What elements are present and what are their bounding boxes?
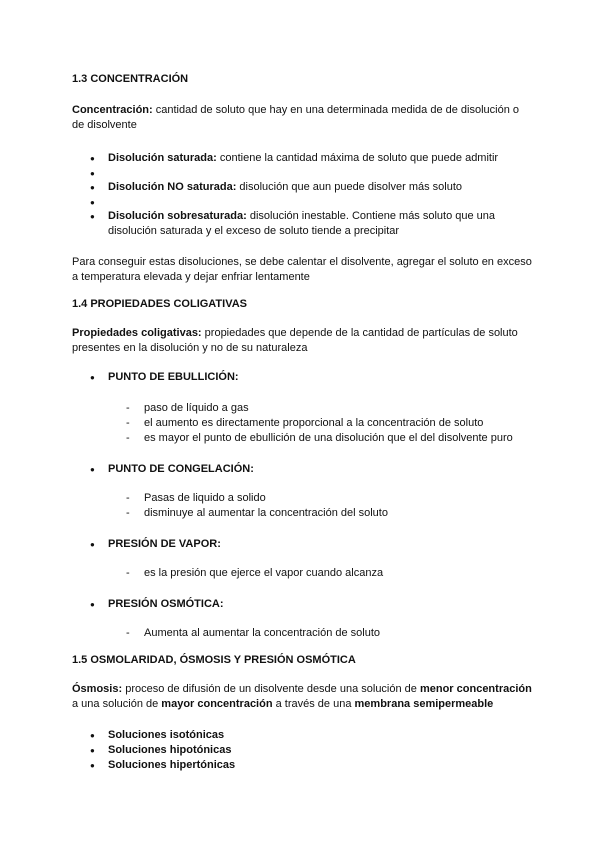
list-item: - Pasas de liquido a solido	[72, 491, 532, 506]
dash-list	[72, 626, 532, 641]
list-item: - Aumenta al aumentar la concentración de soluto	[72, 626, 532, 641]
dash-list	[72, 566, 532, 581]
list-item: ● Disolución sobresaturada: disolución inestable. Contiene más soluto que una disolución saturada y el exceso de soluto tiende a precipitar	[72, 209, 532, 239]
list-item: - es la presión que ejerce el vapor cuando alcanza	[72, 566, 532, 581]
property-heading: ● PUNTO DE EBULLICIÓN:	[72, 370, 532, 385]
section-title-concentracion: 1.3 CONCENTRACIÓN	[72, 73, 189, 85]
property-heading: ● PRESIÓN DE VAPOR:	[72, 537, 532, 552]
dash-list	[72, 491, 532, 521]
definition-osmosis: Ósmosis: proceso de difusión de un disolvente desde una solución de menor concentración a una solución de mayor concentración a través de una membrana semipermeable	[72, 683, 532, 710]
section-title-osmolaridad: 1.5 OSMOLARIDAD, ÓSMOSIS Y PRESIÓN OSMÓTICA	[72, 654, 356, 666]
section-title-propiedades-coligativas: 1.4 PROPIEDADES COLIGATIVAS	[72, 298, 248, 310]
dash-list	[72, 401, 532, 446]
list-item: - paso de líquido a gas	[72, 401, 532, 416]
list-item: - disminuye al aumentar la concentración del soluto	[72, 506, 532, 521]
definition-propiedades-coligativas: Propiedades coligativas: propiedades que depende de la cantidad de partículas de soluto presentes en la disolución y no de su naturaleza	[72, 327, 518, 354]
bullet-list-soluciones	[72, 728, 532, 773]
property-heading: ● PRESIÓN OSMÓTICA:	[72, 597, 532, 612]
list-item: - el aumento es directamente proporcional a la concentración de soluto	[72, 416, 532, 431]
definition-concentracion: Concentración: cantidad de soluto que hay en una determinada medida de de disolución o de disolvente	[72, 104, 520, 131]
bullet-list-disoluciones	[72, 151, 532, 239]
list-item: ● Disolución NO saturada: disolución que aun puede disolver más soluto	[72, 180, 532, 195]
list-item: ● Soluciones hipertónicas	[72, 758, 532, 773]
list-item: - es mayor el punto de ebullición de una disolución que el del disolvente puro	[72, 431, 532, 446]
property-heading: ● PUNTO DE CONGELACIÓN:	[72, 462, 532, 477]
list-item: ● Soluciones hipotónicas	[72, 743, 532, 758]
paragraph-preparacion: Para conseguir estas disoluciones, se debe calentar el disolvente, agregar el soluto en exceso a temperatura elevada y dejar enfriar lentamente	[72, 256, 532, 283]
document-page	[72, 72, 532, 773]
list-item: ● Soluciones isotónicas	[72, 728, 532, 743]
list-item: ● Disolución saturada: contiene la cantidad máxima de soluto que puede admitir	[72, 151, 532, 166]
